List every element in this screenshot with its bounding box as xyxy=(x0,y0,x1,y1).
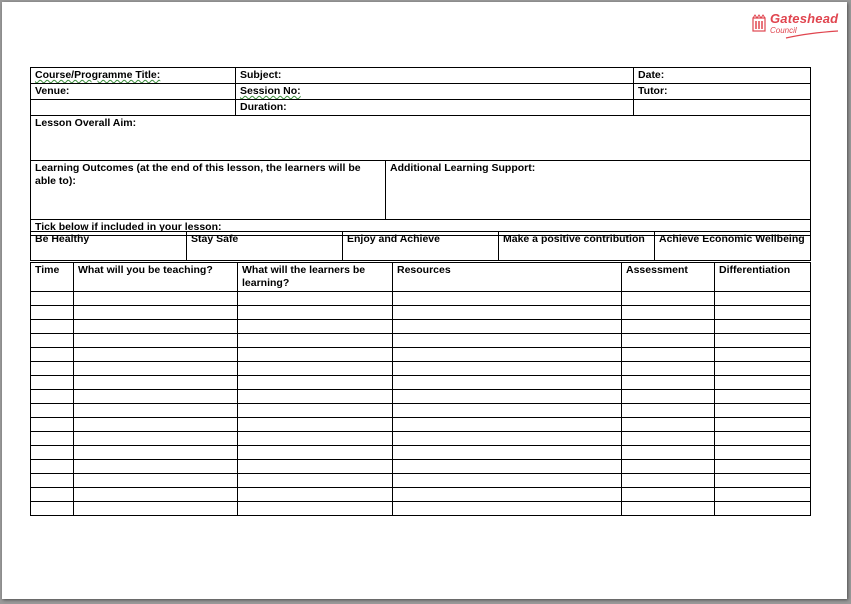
table-cell[interactable] xyxy=(74,418,238,432)
table-cell[interactable] xyxy=(393,474,622,488)
table-cell[interactable] xyxy=(715,334,811,348)
table-row xyxy=(31,334,811,348)
tick-instruction-label: Tick below if included in your lesson: xyxy=(35,221,222,233)
session-cell[interactable] xyxy=(236,84,634,100)
tick-option-stay-safe[interactable] xyxy=(187,232,343,261)
table-cell[interactable] xyxy=(715,376,811,390)
table-cell[interactable] xyxy=(31,418,74,432)
table-cell[interactable] xyxy=(393,460,622,474)
table-cell[interactable] xyxy=(31,362,74,376)
table-cell[interactable] xyxy=(393,404,622,418)
learning-outcomes-label: Learning Outcomes (at the end of this lesson, the learners will be able to): xyxy=(35,162,361,187)
table-cell[interactable] xyxy=(715,306,811,320)
lesson-header-table xyxy=(30,67,811,236)
column-header-label: Assessment xyxy=(626,264,688,276)
table-cell[interactable] xyxy=(622,306,715,320)
table-cell[interactable] xyxy=(238,320,393,334)
table-cell[interactable] xyxy=(238,376,393,390)
table-cell[interactable] xyxy=(31,460,74,474)
tick-option-label: Make a positive contribution xyxy=(503,233,645,245)
table-row xyxy=(31,362,811,376)
column-header-label: Differentiation xyxy=(719,264,791,276)
table-row xyxy=(31,306,811,320)
table-cell[interactable] xyxy=(74,488,238,502)
table-cell[interactable] xyxy=(393,418,622,432)
additional-support-label: Additional Learning Support: xyxy=(390,162,536,174)
table-cell[interactable] xyxy=(74,404,238,418)
table-cell[interactable] xyxy=(74,348,238,362)
table-cell[interactable] xyxy=(715,362,811,376)
date-label: Date: xyxy=(638,69,665,81)
table-cell[interactable] xyxy=(238,418,393,432)
table-cell[interactable] xyxy=(622,334,715,348)
table-cell[interactable] xyxy=(622,390,715,404)
table-cell[interactable] xyxy=(238,362,393,376)
tick-options-table xyxy=(30,231,811,261)
table-cell[interactable] xyxy=(622,376,715,390)
logo-brand-text: Gateshead xyxy=(770,11,839,26)
table-cell[interactable] xyxy=(622,418,715,432)
session-label: Session No: xyxy=(240,85,301,97)
table-cell[interactable] xyxy=(622,292,715,306)
table-cell[interactable] xyxy=(715,432,811,446)
table-cell[interactable] xyxy=(715,460,811,474)
column-header-label: What will you be teaching? xyxy=(78,264,213,276)
table-cell[interactable] xyxy=(74,376,238,390)
document-page xyxy=(2,2,847,599)
tutor-cell[interactable] xyxy=(634,84,811,100)
table-cell[interactable] xyxy=(31,348,74,362)
table-cell[interactable] xyxy=(238,488,393,502)
table-cell[interactable] xyxy=(715,390,811,404)
lesson-plan-table xyxy=(30,262,811,516)
tick-option-be-healthy[interactable] xyxy=(31,232,187,261)
table-row xyxy=(31,390,811,404)
table-cell[interactable] xyxy=(715,348,811,362)
column-header-label: What will the learners be learning? xyxy=(242,264,366,289)
table-row xyxy=(31,292,811,306)
table-cell[interactable] xyxy=(393,432,622,446)
table-cell[interactable] xyxy=(31,334,74,348)
table-cell[interactable] xyxy=(622,432,715,446)
table-cell[interactable] xyxy=(393,348,622,362)
column-header-differentiation xyxy=(715,263,811,292)
blank-cell[interactable] xyxy=(31,100,236,116)
date-cell[interactable] xyxy=(634,68,811,84)
table-cell[interactable] xyxy=(622,474,715,488)
table-cell[interactable] xyxy=(715,446,811,460)
table-cell[interactable] xyxy=(31,320,74,334)
table-cell[interactable] xyxy=(74,334,238,348)
table-cell[interactable] xyxy=(238,348,393,362)
learning-outcomes-cell[interactable] xyxy=(31,161,386,220)
table-cell[interactable] xyxy=(238,432,393,446)
column-header-assessment xyxy=(622,263,715,292)
duration-cell[interactable] xyxy=(236,100,634,116)
table-row xyxy=(31,348,811,362)
gateshead-council-logo xyxy=(752,12,842,42)
additional-support-cell[interactable] xyxy=(386,161,811,220)
table-row xyxy=(31,320,811,334)
table-cell[interactable] xyxy=(393,362,622,376)
table-row xyxy=(31,432,811,446)
table-cell[interactable] xyxy=(715,488,811,502)
table-cell[interactable] xyxy=(622,488,715,502)
table-cell[interactable] xyxy=(393,488,622,502)
table-cell[interactable] xyxy=(715,404,811,418)
column-header-label: Resources xyxy=(397,264,451,276)
table-cell[interactable] xyxy=(393,390,622,404)
tick-option-positive-contribution[interactable] xyxy=(499,232,655,261)
table-row xyxy=(31,474,811,488)
table-cell[interactable] xyxy=(31,446,74,460)
table-cell[interactable] xyxy=(238,390,393,404)
table-cell[interactable] xyxy=(393,292,622,306)
table-row xyxy=(31,418,811,432)
tick-option-enjoy-achieve[interactable] xyxy=(343,232,499,261)
table-cell[interactable] xyxy=(31,376,74,390)
table-cell[interactable] xyxy=(74,502,238,516)
table-cell[interactable] xyxy=(622,320,715,334)
table-cell[interactable] xyxy=(238,460,393,474)
table-cell[interactable] xyxy=(31,488,74,502)
table-cell[interactable] xyxy=(238,502,393,516)
table-cell[interactable] xyxy=(715,418,811,432)
table-cell[interactable] xyxy=(74,432,238,446)
table-cell[interactable] xyxy=(393,376,622,390)
table-cell[interactable] xyxy=(238,404,393,418)
table-cell[interactable] xyxy=(31,306,74,320)
table-cell[interactable] xyxy=(31,474,74,488)
table-cell[interactable] xyxy=(74,292,238,306)
table-cell[interactable] xyxy=(393,446,622,460)
crest-icon xyxy=(752,14,766,32)
table-cell[interactable] xyxy=(622,460,715,474)
table-cell[interactable] xyxy=(238,474,393,488)
logo-subtitle-text: Council xyxy=(770,26,797,35)
table-cell[interactable] xyxy=(74,362,238,376)
table-cell[interactable] xyxy=(238,292,393,306)
table-cell[interactable] xyxy=(622,348,715,362)
tutor-label: Tutor: xyxy=(638,85,668,97)
column-header-label: Time xyxy=(35,264,60,276)
venue-cell[interactable] xyxy=(31,84,236,100)
table-cell[interactable] xyxy=(622,502,715,516)
table-row xyxy=(31,502,811,516)
overall-aim-cell[interactable] xyxy=(31,116,811,161)
table-cell[interactable] xyxy=(238,446,393,460)
table-cell[interactable] xyxy=(74,474,238,488)
table-row xyxy=(31,460,811,474)
table-cell[interactable] xyxy=(74,460,238,474)
tick-option-economic-wellbeing[interactable] xyxy=(655,232,811,261)
table-row xyxy=(31,446,811,460)
table-cell[interactable] xyxy=(393,320,622,334)
table-cell[interactable] xyxy=(31,390,74,404)
table-cell[interactable] xyxy=(715,292,811,306)
table-cell[interactable] xyxy=(31,292,74,306)
table-cell[interactable] xyxy=(715,320,811,334)
blank-cell[interactable] xyxy=(634,100,811,116)
table-cell[interactable] xyxy=(238,306,393,320)
table-cell[interactable] xyxy=(74,446,238,460)
table-row xyxy=(31,376,811,390)
table-cell[interactable] xyxy=(31,432,74,446)
subject-label: Subject: xyxy=(240,69,282,81)
table-cell[interactable] xyxy=(393,306,622,320)
table-cell[interactable] xyxy=(622,362,715,376)
tick-option-label: Stay Safe xyxy=(191,233,239,245)
table-cell[interactable] xyxy=(74,390,238,404)
tick-option-label: Be Healthy xyxy=(35,233,90,245)
overall-aim-label: Lesson Overall Aim: xyxy=(35,117,137,129)
duration-label: Duration: xyxy=(240,101,287,113)
table-cell[interactable] xyxy=(393,334,622,348)
column-header-resources xyxy=(393,263,622,292)
table-cell[interactable] xyxy=(74,320,238,334)
table-row xyxy=(31,404,811,418)
column-header-learning xyxy=(238,263,393,292)
tick-option-label: Enjoy and Achieve xyxy=(347,233,440,245)
table-cell[interactable] xyxy=(74,306,238,320)
column-header-time xyxy=(31,263,74,292)
venue-label: Venue: xyxy=(35,85,70,97)
lesson-plan-body xyxy=(31,292,811,516)
tick-option-label: Achieve Economic Wellbeing xyxy=(659,233,805,245)
table-row xyxy=(31,488,811,502)
course-title-cell[interactable] xyxy=(31,68,236,84)
table-cell[interactable] xyxy=(715,502,811,516)
course-title-label: Course/Programme Title: xyxy=(35,69,161,81)
table-cell[interactable] xyxy=(622,404,715,418)
table-cell[interactable] xyxy=(31,404,74,418)
table-cell[interactable] xyxy=(31,502,74,516)
table-cell[interactable] xyxy=(622,446,715,460)
logo-swoosh-icon xyxy=(768,30,840,40)
table-cell[interactable] xyxy=(238,334,393,348)
subject-cell[interactable] xyxy=(236,68,634,84)
table-cell[interactable] xyxy=(393,502,622,516)
column-header-teaching xyxy=(74,263,238,292)
table-cell[interactable] xyxy=(715,474,811,488)
